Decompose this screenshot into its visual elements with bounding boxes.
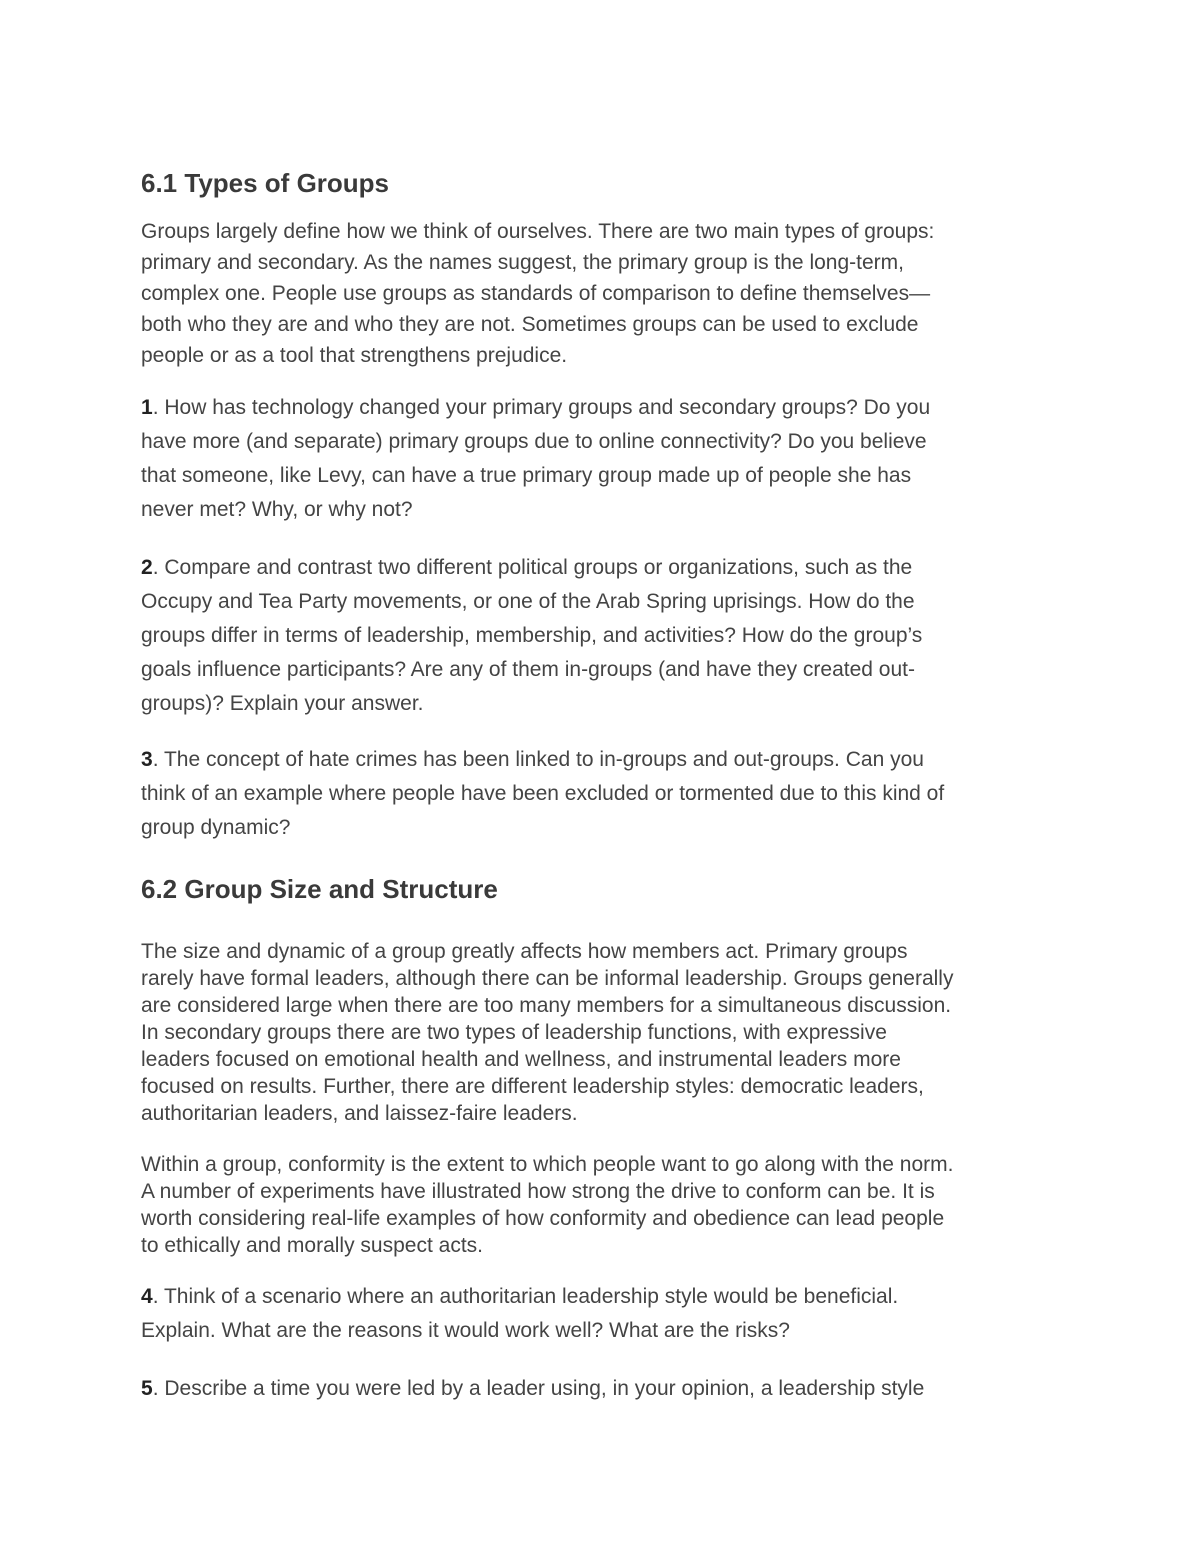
text-line: have more (and separate) primary groups due to online connectivity? Do you believe: [141, 430, 927, 453]
text-line: [141, 1280, 1071, 1314]
question-number: 2: [141, 556, 153, 579]
question-text: . The concept of hate crimes has been linked to in-groups and out-groups. Can you: [152, 748, 924, 771]
question-1: [141, 391, 1071, 527]
text-line: The size and dynamic of a group greatly affects how members act. Primary groups: [141, 940, 908, 963]
text-line: that someone, like Levy, can have a true primary group made up of people she has: [141, 464, 912, 487]
question-4: [141, 1280, 1071, 1348]
text-line: focused on results. Further, there are different leadership styles: democratic leaders,: [141, 1075, 924, 1098]
question-text: . Describe a time you were led by a leader using, in your opinion, a leadership style: [152, 1377, 925, 1400]
text-line: A number of experiments have illustrated how strong the drive to conform can be. It is: [141, 1180, 935, 1203]
intro-paragraph-6-1: [141, 216, 1071, 371]
text-line: Within a group, conformity is the extent to which people want to go along with the norm.: [141, 1153, 954, 1176]
paragraph-conformity: [141, 1151, 1071, 1259]
text-line: are considered large when there are too many members for a simultaneous discussion.: [141, 994, 952, 1017]
text-line: think of an example where people have been excluded or tormented due to this kind of: [141, 782, 945, 805]
question-number: 3: [141, 748, 153, 771]
text-line: In secondary groups there are two types of leadership functions, with expressive: [141, 1021, 887, 1044]
text-line: Groups largely define how we think of ourselves. There are two main types of groups:: [141, 220, 935, 243]
question-text: . Think of a scenario where an authoritarian leadership style would be beneficial.: [152, 1285, 899, 1308]
text-line: [141, 551, 1071, 585]
text-line: Occupy and Tea Party movements, or one of the Arab Spring uprisings. How do the: [141, 590, 915, 613]
text-line: [141, 1372, 1071, 1406]
text-line: never met? Why, or why not?: [141, 498, 413, 521]
text-line: leaders focused on emotional health and wellness, and instrumental leaders more: [141, 1048, 901, 1071]
question-5: [141, 1372, 1071, 1406]
text-line: groups differ in terms of leadership, membership, and activities? How do the group’s: [141, 624, 923, 647]
text-line: [141, 743, 1071, 777]
text-line: worth considering real-life examples of how conformity and obedience can lead people: [141, 1207, 945, 1230]
text-line: both who they are and who they are not. Sometimes groups can be used to exclude: [141, 313, 919, 336]
text-line: authoritarian leaders, and laissez-faire leaders.: [141, 1102, 578, 1125]
question-number: 1: [141, 396, 153, 419]
question-text: . Compare and contrast two different political groups or organizations, such as the: [152, 556, 913, 579]
question-3: [141, 743, 1071, 845]
section-heading-6-2: 6.2 Group Size and Structure: [141, 874, 498, 904]
text-line: [141, 391, 1071, 425]
text-line: to ethically and morally suspect acts.: [141, 1234, 483, 1257]
section-heading-6-1: 6.1 Types of Groups: [141, 168, 390, 198]
text-line: primary and secondary. As the names suggest, the primary group is the long-term,: [141, 251, 904, 274]
text-line: Explain. What are the reasons it would work well? What are the risks?: [141, 1319, 790, 1342]
text-line: complex one. People use groups as standards of comparison to define themselves—: [141, 282, 931, 305]
text-line: groups)? Explain your answer.: [141, 692, 424, 715]
question-2: [141, 551, 1071, 721]
text-line: goals influence participants? Are any of them in-groups (and have they created out-: [141, 658, 915, 681]
question-text: . How has technology changed your primary groups and secondary groups? Do you: [152, 396, 931, 419]
question-number: 5: [141, 1377, 153, 1400]
text-line: group dynamic?: [141, 816, 291, 839]
text-line: rarely have formal leaders, although there can be informal leadership. Groups generally: [141, 967, 954, 990]
question-number: 4: [141, 1285, 153, 1308]
text-line: people or as a tool that strengthens prejudice.: [141, 344, 568, 367]
paragraph-group-size: [141, 938, 1071, 1127]
